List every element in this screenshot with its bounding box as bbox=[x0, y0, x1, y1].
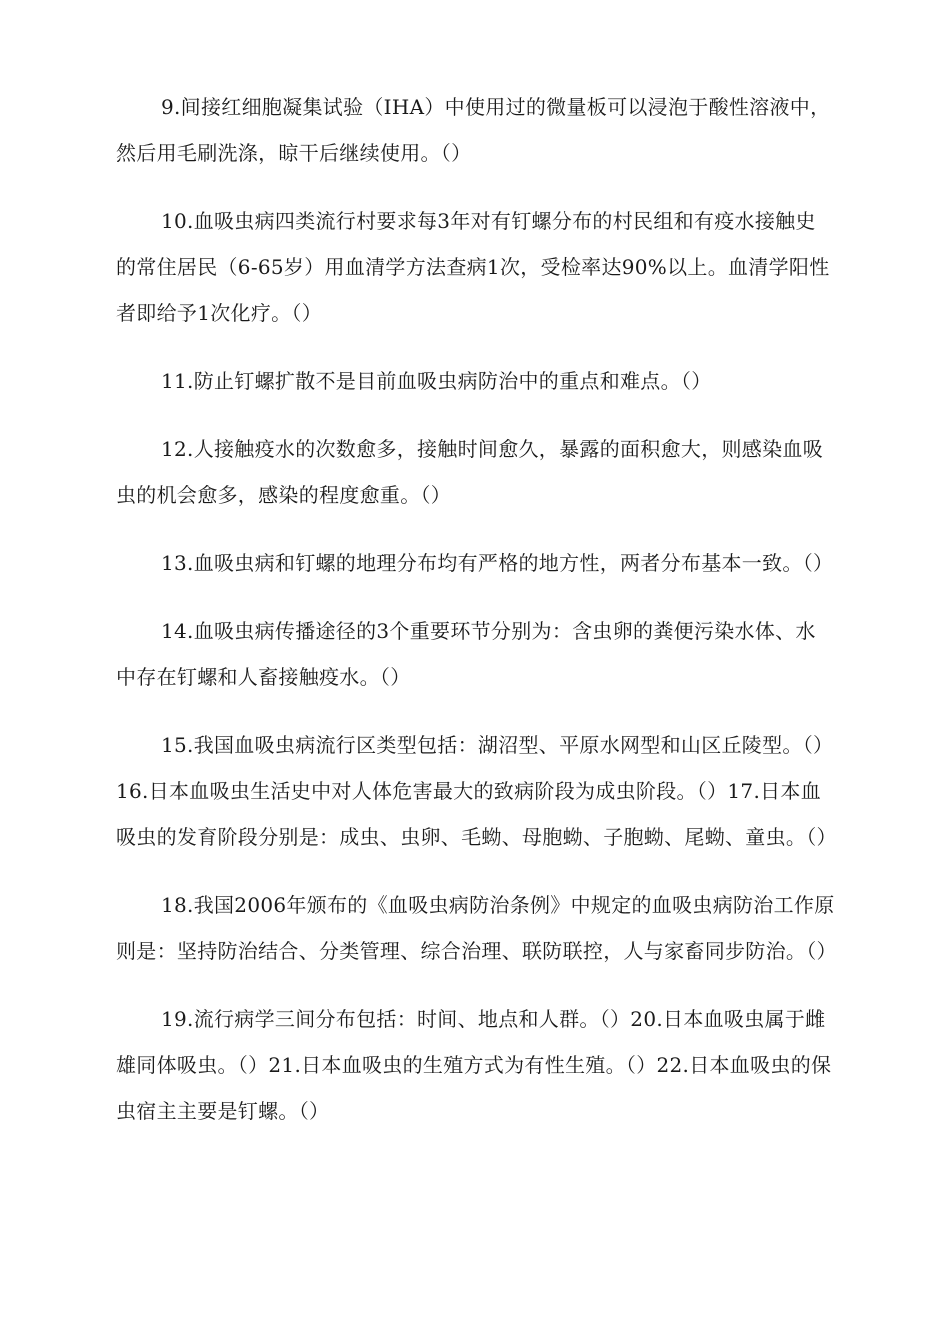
question-18: 18.我国2006年颁布的《血吸虫病防治条例》中规定的血吸虫病防治工作原则是：坚持防治结合、分类管理、综合治理、联防联控，人与家畜同步防治。（） bbox=[116, 893, 837, 963]
question-12: 12.人接触疫水的次数愈多，接触时间愈久，暴露的面积愈大，则感染血吸虫的机会愈多，感染的程度愈重。（） bbox=[116, 437, 824, 507]
question-9: 9.间接红细胞凝集试验（IHA）中使用过的微量板可以浸泡于酸性溶液中，然后用毛刷洗涤，晾干后继续使用。（） bbox=[116, 95, 831, 165]
question-11: 11.防止钉螺扩散不是目前血吸虫病防治中的重点和难点。（） bbox=[161, 369, 712, 393]
question-14: 14.血吸虫病传播途径的3个重要环节分别为：含虫卵的粪便污染水体、水中存在钉螺和人畜接触疫水。（） bbox=[116, 619, 816, 689]
question-10: 10.血吸虫病四类流行村要求每3年对有钉螺分布的村民组和有疫水接触史的常住居民（6-65岁）用血清学方法查病1次，受检率达90%以上。血清学阳性者即给予1次化疗。（） bbox=[116, 209, 830, 325]
question-13: 13.血吸虫病和钉螺的地理分布均有严格的地方性，两者分布基本一致。（） bbox=[161, 551, 834, 575]
question-15-17: 15.我国血吸虫病流行区类型包括：湖沼型、平原水网型和山区丘陵型。（）16.日本血吸虫生活史中对人体危害最大的致病阶段为成虫阶段。（）17.日本血吸虫的发育阶段分别是：成虫、虫卵、毛蚴、母胞蚴、子胞蚴、尾蚴、童虫。（） bbox=[116, 733, 837, 849]
question-19-22: 19.流行病学三间分布包括：时间、地点和人群。（）20.日本血吸虫属于雌雄同体吸虫。（）21.日本血吸虫的生殖方式为有性生殖。（）22.日本血吸虫的保虫宿主主要是钉螺。（） bbox=[116, 1007, 832, 1123]
document-page bbox=[116, 84, 836, 1156]
